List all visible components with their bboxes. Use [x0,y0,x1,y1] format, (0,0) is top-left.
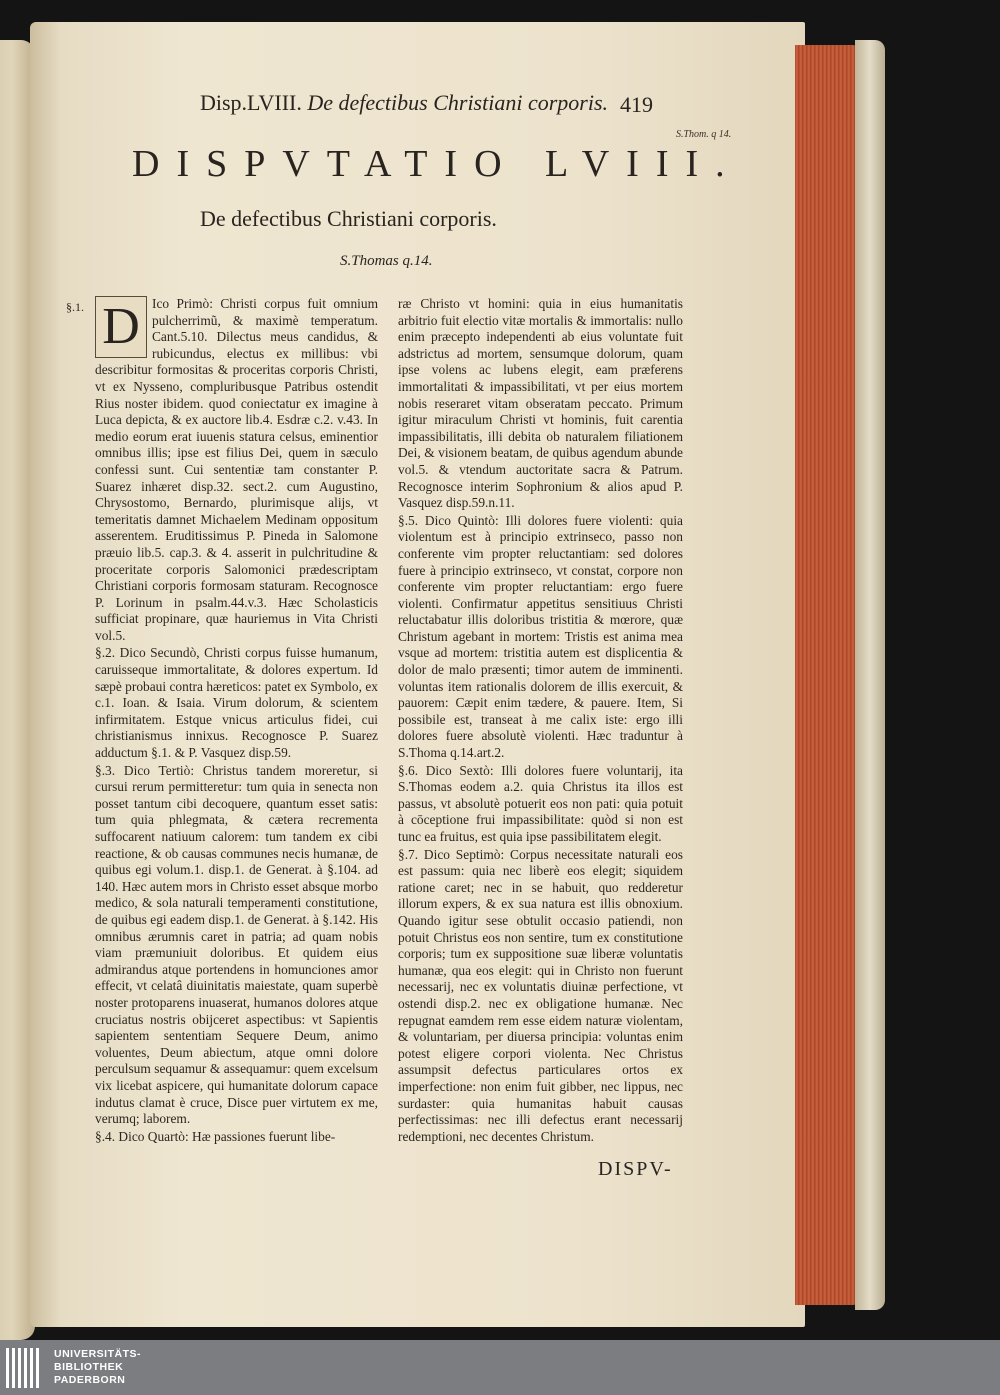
library-name-line: PADERBORN [54,1374,126,1386]
library-name [54,1348,141,1387]
page-subtitle: De defectibus Christiani corporis. [200,206,497,231]
paragraph: §.4. Dico Quartò: Hæ passiones fuerunt libe- [95,1128,336,1144]
running-head-roman: Disp.LVIII. [200,90,302,115]
library-name-line: UNIVERSITÄTS- [54,1348,142,1360]
catchword: DISPV- [598,1158,673,1180]
paragraph-mark: §.1. [66,300,84,314]
right-column [398,296,683,1146]
paragraph: ræ Christo vt homini: quia in eius humanitatis arbitrio fuit electio vitæ mortalis & immortalis: nullo enim præcepto independenti ab eius voluntate fuit adstrictus ad mortem, sensumque dolorum, quam ipse volens ac lubens elegit, eam præferens immortalitati & impassibilitati, vt per eius mortem nobis reseraret vitam obseratam peccato. Primum igitur miraculum Christi vt hominis, fuit carentia impassibilitatis, illi debita ob naturalem filiationem Dei, & visionem beatam, de quibus agendum abunde vol.5. & vtendum auctoritate sacra & Patrum. Recognosce interim Sophronium & alios apud P. Vasquez disp.59.n.11. [398,296,683,511]
running-head-italic: De defectibus Christiani corporis. [307,90,609,115]
page-title: DISPVTATIO LVIII. [132,143,742,185]
library-footer [0,1340,1000,1395]
paragraph: §.7. Dico Septimò: Corpus necessitate naturali eos est passum: quia nec liberè eos elegit; siquidem ratione caret; nec in se habuit, quo redderetur illorum expers, & ex sua natura est illis obnoxium. Quando igitur sese obtulit occasio patiendi, non potuit Christus eos non sentire, tum ex constitutione corporis; tum ex suppositione suæ liberæ voluntatis humanæ, qua eos elegit: qui in Christo non fuerunt necessarij, nec ex voluntatis diuinæ perfectione, vt ostendi disp.2. nec ex obligatione humanæ. Nec repugnat eamdem rem esse eidem naturæ violentam, & voluntariam, per diuersa principia: voluntas enim potest eligere corpori violenta. Nec Christus assumpsit defectus particulares ortos ex imperfectione: non enim fuit gibber, nec lippus, nec surdaster: quia humanitas habuit causas perfectissimas: nec illi defectus erant necessarij redemptioni, nec decentes Christum. [398,846,683,1144]
paragraph: §.6. Dico Sextò: Illi dolores fuere voluntarij, ita S.Thomas eodem a.2. quia Christus ita illos est passus, vt absolutè potuerit eos non pati: quia potuit à cōceptione frui impassibilitate: quòd si non est tunc ea fruitus, est quia ipse passibilitatem elegit. [398,762,683,844]
library-name-line: BIBLIOTHEK [54,1361,124,1373]
paragraph: Ico Primò: Christi corpus fuit omnium pulcherrimũ, & maximè temperatum. Cant.5.10. Dilectus meus candidus, & rubicundus, electus ex millibus: vbi describitur formositas & proceritas corporis Christi, vt ex Nysseno, compluribusque Patribus ostendit Rius noster ibidem. quod coniectatur ex imagine à Luca depicta, & ex auctore lib.4. Esdræ c.2. v.43. In medio eorum erat iuuenis statura celsus, eminentior omnibus illis; ipse est filius Dei, quem in sæculo confessi sunt. Cui sententiæ tam constanter P. Suarez inhæret disp.32. sect.2. cum Augustino, Chrysostomo, Bernardo, plurimisque alijs, vt temeritatis damnet Michaelem Medinam oppositum asserentem. Eruditissimus P. Pineda in Salomone præuio lib.5. cap.3. & 4. asserit in pulchritudine & proceritate corporis Salomonici prædescriptam Christiani corporis formosam staturam. Recognosce P. Lorinum in psalm.44.v.3. Hæc Scholasticis sufficiat propinare, quæ hauriemus in Vita Christi vol.5. [95,296,378,643]
page-edges [795,45,857,1305]
running-head [200,90,608,116]
library-logo-icon [6,1348,48,1388]
left-column [95,296,378,1146]
decorated-initial [95,296,147,358]
margin-reference: S.Thom. q 14. [676,129,732,140]
source-reference: S.Thomas q.14. [340,253,433,269]
decorated-initial-letter: D [102,298,140,355]
paragraph: §.2. Dico Secundò, Christi corpus fuisse humanum, caruisseque immortalitate, & dolores expertum. Id sæpè probaui contra hæreticos: patet ex Symbolo, ex c.1. Ioan. & Isaia. Virum dolorum, & scientem infirmitatem. Estque vnicus articulus fidei, cui christianismus innixus. Recognosce P. Suarez adductum §.1. & P. Vasquez disp.59. [95,645,378,761]
paragraph: §.3. Dico Tertiò: Christus tandem moreretur, si cursui rerum permitteretur: tum quia in senecta non posset tantum cibi decoquere, quantum esset satis: tum quia phlegmata, & cætera recrementa suffocarent natiuum calorem: tum tandem ex cibi reactione, & ob causas communes necis humanæ, de quibus egi volum.1. disp.1. de Generat. à §.104. ad 140. Hæc autem mors in Christo esset absque morbo medico, & sola naturali temperamenti constitutione, de quibus egi eadem disp.1. de Generat. à §.142. His omnibus ærumnis caret in patria; ad quam nobis viam præmuniuit doloribus. Et quidem eius admirandus atque portendens in homunciones amor effecit, vt celatâ diuinitatis maiestate, quam superbè noster protoparens inuaserat, humanos dolores atque cruciatus nostris obijceret aspectibus: vt Sapientis sapientem sententiam Sequere Deum, animo voluentes, Deum abiectum, atque omni dolore perculsum sequamur & assequamur: quem excelsum vix licebat aspicere, qui humanitate dolorum capace indutus clamat è cruce, Disce puer virtutem ex me, verumq; laborem. [95,762,378,1127]
book-cover-edge [855,40,885,1310]
folio-number: 419 [620,92,653,117]
paragraph: §.5. Dico Quintò: Illi dolores fuere violenti: quia violentum est à principio extrinseco, passo non conferente vim propter reluctantiam: sed dolores fuere à principio extrinseco, vt constat, corpore non conferente vim propter reluctantiam: ergo fuere violenti. Confirmatur appetitus sensitiuus Christi reluctabatur illis doloribus tristitia & mœrore, quæ Christum agebant in mortem: Tristis est anima mea vsque ad mortem: tristitia autem est displicentia & dolor de malo præsenti; timor autem de imminenti. voluntas item rationalis dolorem de illis exercuit, & pauorem: Cæpit enim tædere, & pauere. Item, Si possibile est, transeat à me calix iste: ergo illi dolores fuere absolutè violenti. Hæc traduntur à S.Thoma q.14.art.2. [398,512,683,761]
